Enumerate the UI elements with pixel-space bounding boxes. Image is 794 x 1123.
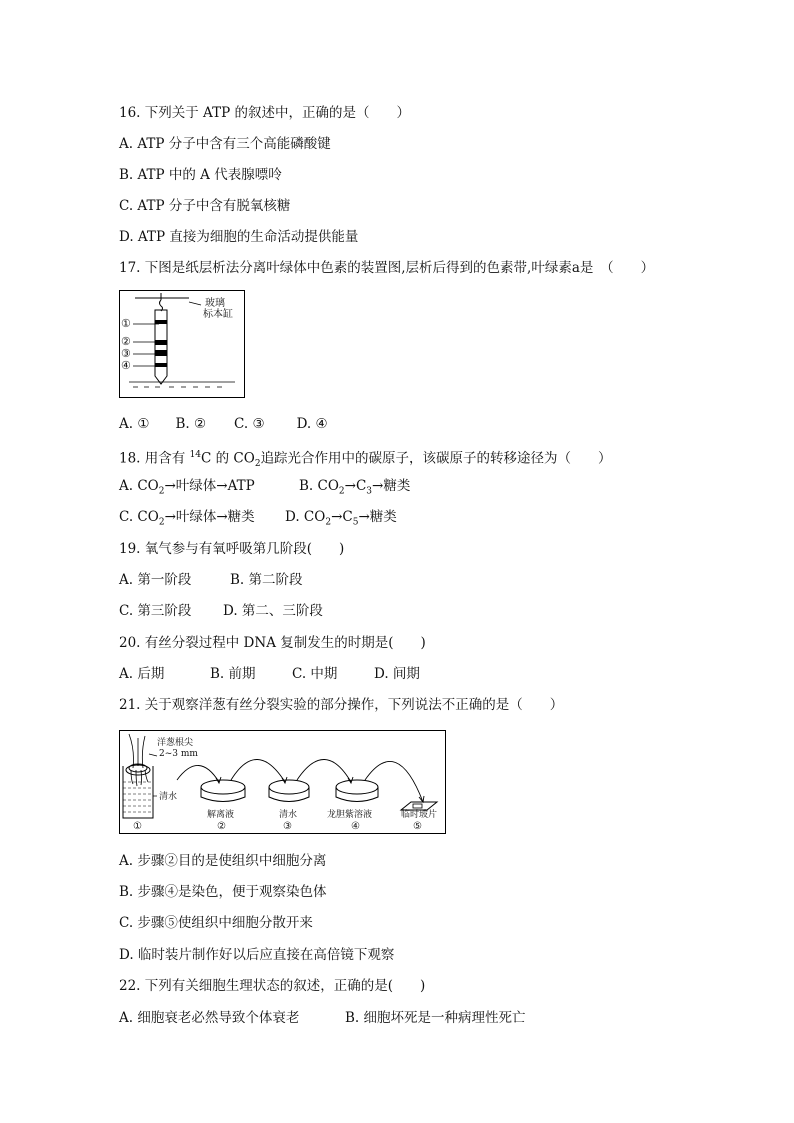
chromatography-figure (119, 290, 245, 398)
q20-option-c: C. 中期 (292, 666, 338, 682)
q17-options (119, 415, 328, 433)
q18-option-d: D. $CO_2\to C_5\to$糖类 (285, 509, 397, 528)
q16-option-b: B. ATP 中的 A 代表腺嘌呤 (119, 167, 282, 183)
q21-option-d: D. 临时装片制作好以后应直接在高倍镜下观察 (119, 947, 395, 963)
q18-stem-suffix: 追踪光合作用中的碳原子，该碳原子的转移途径为（ ） (260, 450, 612, 467)
band-mark-2: ② (121, 335, 131, 348)
q20-stem: 20. 有丝分裂过程中 DNA 复制发生的时期是( ) (119, 635, 426, 651)
q20-option-d: D. 间期 (374, 666, 420, 682)
q17-stem: 17. 下图是纸层析法分离叶绿体中色素的装置图,层析后得到的色素带,叶绿素a是 （ ） (119, 260, 655, 276)
q19-option-a: A. 第一阶段 (119, 572, 192, 588)
q18-options-row1 (119, 477, 410, 501)
q17-option-d: D. ④ (296, 416, 328, 432)
q17-option-a: A. ① (119, 416, 150, 432)
q21-option-c: C. 步骤⑤使组织中细胞分散开来 (119, 915, 313, 931)
q19-options-row1 (119, 571, 303, 589)
q16-option-a: A. ATP 分子中含有三个高能磷酸键 (119, 136, 331, 152)
jar-label-bottom: 标本缸 (203, 309, 233, 320)
q22-stem: 22. 下列有关细胞生理状态的叙述，正确的是( ) (119, 978, 426, 994)
q18-isotope-mass: 14 (189, 450, 202, 460)
q16-option-d: D. ATP 直接为细胞的生命活动提供能量 (119, 229, 359, 245)
q18-option-c: C. $CO_2\to$叶绿体→糖类 (119, 509, 255, 528)
band-mark-4: ④ (121, 359, 131, 372)
q17-option-c: C. ③ (234, 416, 265, 432)
onion-experiment-figure (119, 730, 446, 834)
step-mark-2: ② (217, 821, 226, 832)
q20-option-b: B. 前期 (210, 666, 256, 682)
water-label: 清水 (159, 792, 178, 802)
band-mark-3: ③ (121, 347, 131, 360)
q22-options (119, 1009, 526, 1027)
step-mark-5: ⑤ (413, 821, 422, 832)
q22-option-a: A. 细胞衰老必然导致个体衰老 (119, 1010, 300, 1026)
q20-options (119, 665, 420, 683)
q18-stem-prefix: 18. 用含有 (119, 450, 190, 467)
q19-option-b: B. 第二阶段 (230, 572, 303, 588)
dish-label-water: 清水 (279, 810, 298, 820)
q20-option-a: A. 后期 (119, 666, 165, 682)
q18-option-a: A. $CO_2\to$叶绿体→ATP (119, 478, 255, 497)
root-length-label: 2~3 mm (159, 749, 198, 759)
q21-stem: 21. 关于观察洋葱有丝分裂实验的部分操作，下列说法不正确的是（ ） (119, 697, 564, 713)
q19-stem: 19. 氧气参与有氧呼吸第几阶段( ) (119, 541, 345, 557)
q18-option-b: B. $CO_2\to C_3\to$糖类 (299, 478, 411, 497)
q18-co2-subscript: 2 (254, 459, 261, 470)
q18-stem (119, 446, 612, 473)
dish-label-slide: 临时玻片 (401, 810, 438, 820)
q22-option-b: B. 细胞坏死是一种病理性死亡 (345, 1010, 526, 1026)
step-mark-4: ④ (351, 821, 360, 832)
step-mark-1: ① (133, 821, 142, 832)
jar-label-top: 玻璃 (205, 298, 225, 309)
chromatography-diagram (119, 290, 245, 398)
band-mark-1: ① (121, 317, 131, 330)
root-tip-label: 洋葱根尖 (157, 738, 194, 748)
q19-option-d: D. 第二、三阶段 (223, 603, 323, 619)
q19-option-c: C. 第三阶段 (119, 603, 192, 619)
q19-options-row2 (119, 602, 323, 620)
q17-option-b: B. ② (175, 416, 207, 432)
q16-stem: 16. 下列关于 ATP 的叙述中，正确的是（ ） (119, 105, 410, 121)
dish-label-dissociation: 解离液 (207, 810, 235, 820)
q18-stem-mid: C 的 CO (201, 450, 255, 467)
step-mark-3: ③ (283, 821, 292, 832)
dish-label-stain: 龙胆紫溶液 (327, 810, 373, 820)
q21-option-b: B. 步骤④是染色，便于观察染色体 (119, 884, 327, 900)
q18-options-row2 (119, 508, 397, 532)
q21-option-a: A. 步骤②目的是使组织中细胞分离 (119, 853, 327, 869)
q16-option-c: C. ATP 分子中含有脱氧核糖 (119, 198, 291, 214)
